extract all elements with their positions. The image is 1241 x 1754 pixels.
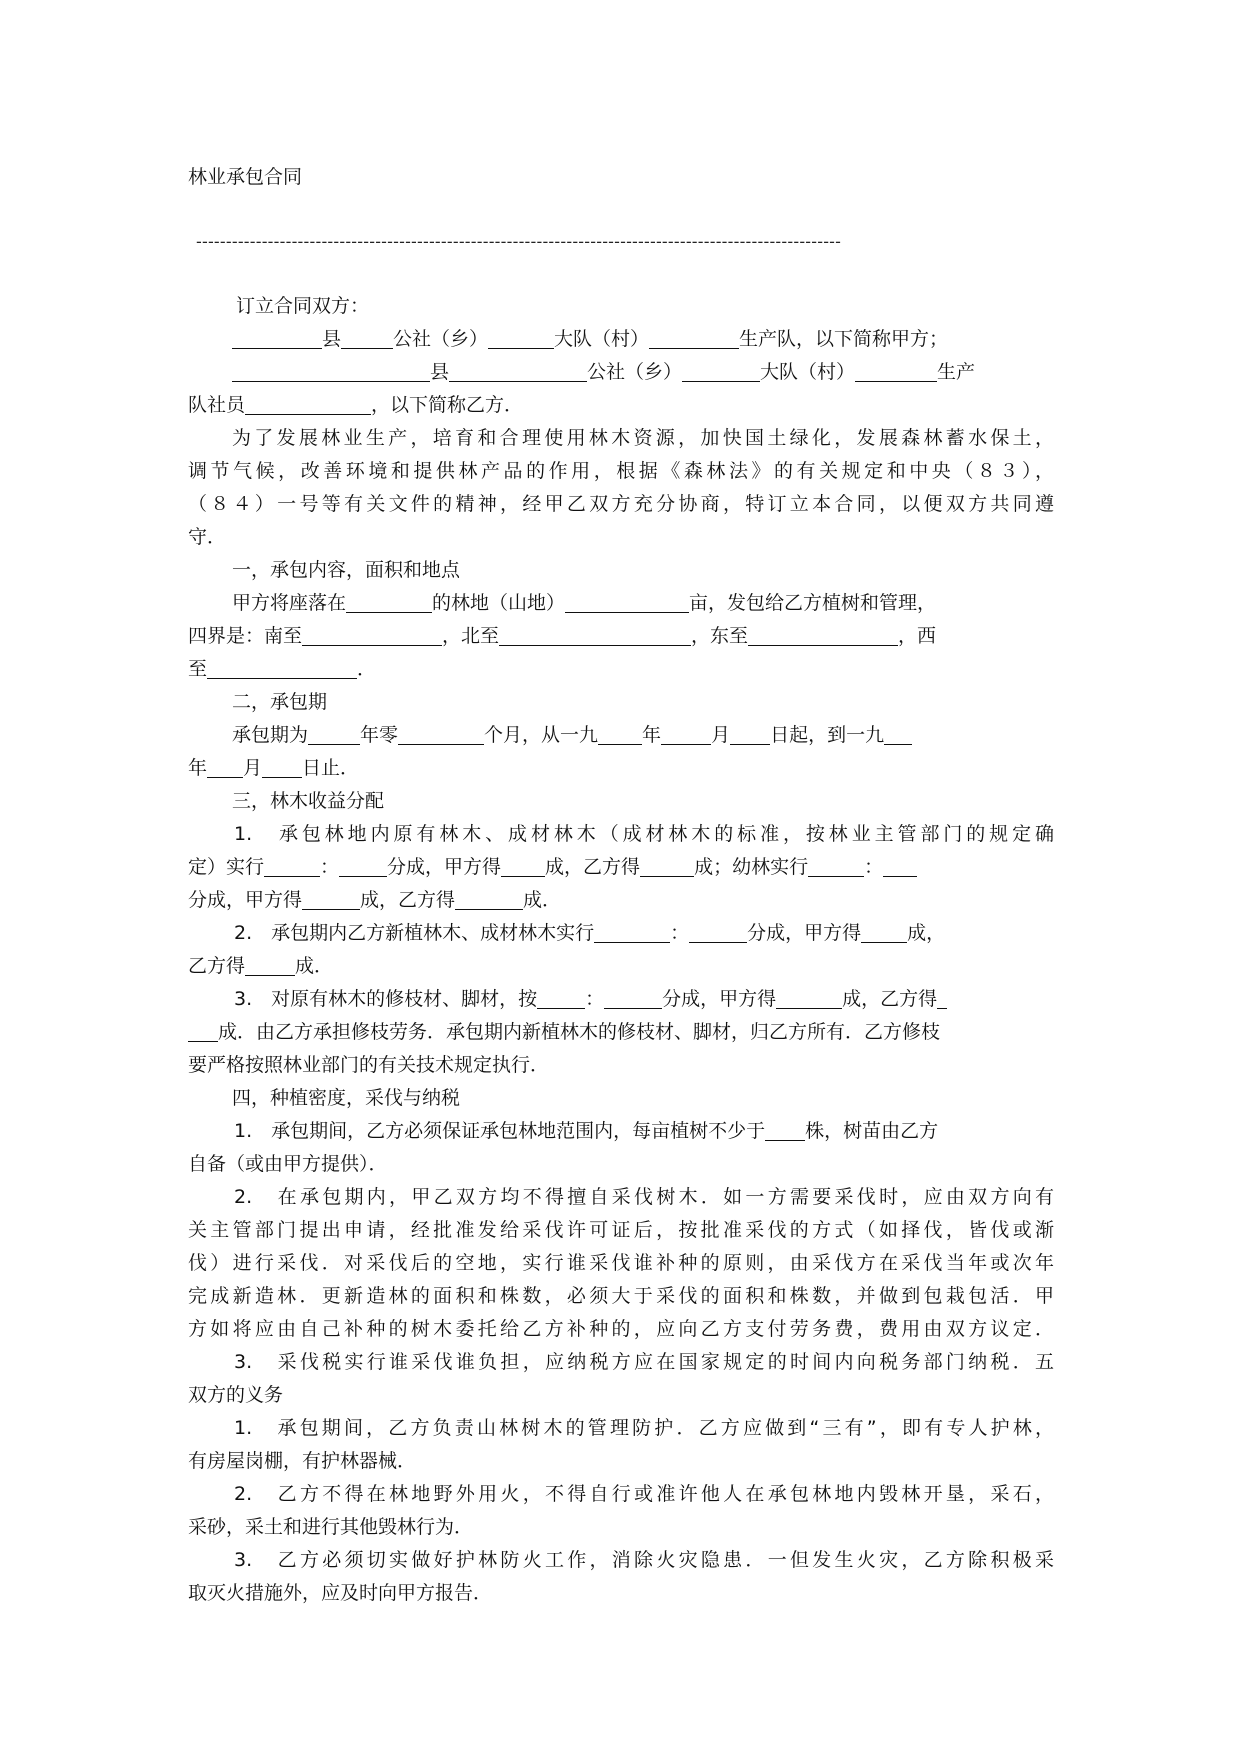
section-4-item-2: 方如将应由自己补种的树木委托给乙方补种的，应向乙方支付劳务费，费用由双方议定．	[188, 1318, 1054, 1340]
section-3-item-1: 分成，甲方得 成，乙方得 成．	[188, 889, 562, 911]
blank-years	[308, 723, 360, 745]
blank-east	[748, 624, 898, 646]
blank-county	[232, 327, 322, 349]
blank-end-year	[884, 723, 912, 745]
blank-young-share-a	[302, 888, 360, 910]
separator-line: ------------------------------------------------------------------------------------------------------------	[196, 232, 842, 251]
preamble-line: 为了发展林业生产，培育和合理使用林木资源，加快国土绿化，发展森林蓄水保土，	[232, 427, 1054, 449]
blank-north	[499, 624, 691, 646]
blank-months	[398, 723, 484, 745]
blank-member-name	[245, 393, 371, 415]
party-a-line: 县 公社（乡） 大队（村） 生产队，以下简称甲方；	[188, 323, 1054, 356]
blank-commune	[341, 327, 393, 349]
section-5-item-1: 1. 承包期间，乙方负责山林树木的管理防护．乙方应做到“三有”，即有专人护林，	[234, 1417, 1054, 1439]
blank-county	[232, 360, 430, 382]
section-5-item-1: 有房屋岗棚，有护林器械．	[188, 1450, 417, 1472]
blank-ratio-a	[264, 855, 320, 877]
blank-share-b-end	[188, 1020, 218, 1042]
section-5-heading: 双方的义务	[188, 1384, 284, 1406]
blank-end-day	[262, 756, 302, 778]
section-5-item-2: 2. 乙方不得在林地野外用火，不得自行或准许他人在承包林地内毁林开垦，采石，	[234, 1483, 1054, 1505]
blank-share-b-start	[937, 987, 947, 1009]
section-1-line: 甲方将座落在 的林地（山地） 亩，发包给乙方植树和管理，	[232, 592, 937, 614]
blank-young-ratio-b	[883, 855, 917, 877]
section-3-heading: 三，林木收益分配	[232, 790, 385, 812]
blank-share-b	[245, 954, 295, 976]
blank-location	[346, 591, 432, 613]
blank-team	[649, 327, 739, 349]
section-2-heading: 二，承包期	[232, 691, 328, 713]
blank-ratio-b	[604, 987, 662, 1009]
section-1-line: 四界是：南至 ，北至 ，东至 ，西	[188, 625, 937, 647]
blank-young-share-b	[455, 888, 523, 910]
blank-south	[302, 624, 442, 646]
blank-share-a	[501, 855, 545, 877]
section-2-line: 承包期为 年零 个月，从一九 年 月 日起，到一九	[188, 719, 1054, 752]
blank-brigade	[682, 360, 760, 382]
section-1-line: 至 ．	[188, 658, 377, 680]
blank-young-ratio-a	[808, 855, 864, 877]
blank-ratio-b	[689, 921, 747, 943]
section-3-item-3: 成．由乙方承担修枝劳务．承包期内新植林木的修枝材、脚材，归乙方所有．乙方修枝	[188, 1016, 1054, 1049]
section-5-item-3: 取灭火措施外，应及时向甲方报告．	[188, 1582, 493, 1604]
blank-start-month	[661, 723, 711, 745]
blank-share-a	[776, 987, 842, 1009]
section-4-item-2: 伐）进行采伐．对采伐后的空地，实行谁采伐谁补种的原则，由采伐方在采伐当年或次年	[188, 1252, 1054, 1274]
preamble-line: （８４）一号等有关文件的精神，经甲乙双方充分协商，特订立本合同，以便双方共同遵	[188, 493, 1054, 515]
blank-end-month	[207, 756, 243, 778]
section-3-item-3: 要严格按照林业部门的有关技术规定执行．	[188, 1054, 550, 1076]
section-4-item-1: 自备（或由甲方提供）．	[188, 1153, 388, 1175]
section-3-item-2: 乙方得 成．	[188, 955, 334, 977]
section-2-line: 年 月 日止．	[188, 757, 360, 779]
blank-west	[207, 657, 357, 679]
section-3-item-2: 2. 承包期内乙方新植林木、成材林木实行 ： 分成，甲方得 成，	[234, 922, 946, 944]
party-b-member-line: 队社员 ，以下简称乙方．	[188, 394, 524, 416]
document-body	[188, 290, 1054, 1610]
blank-brigade	[488, 327, 554, 349]
section-3-item-1: 定）实行 ： 分成，甲方得 成，乙方得 成；幼林实行 ：	[188, 851, 1054, 884]
preamble-line: 调节气候，改善环境和提供林产品的作用，根据《森林法》的有关规定和中央（８３），	[188, 460, 1054, 482]
section-4-item-2: 2. 在承包期内，甲乙双方均不得擅自采伐树木．如一方需要采伐时，应由双方向有	[234, 1186, 1054, 1208]
blank-share-b	[640, 855, 694, 877]
blank-ratio-b	[339, 855, 387, 877]
section-3-item-3: 3. 对原有林木的修枝材、脚材，按 ： 分成，甲方得 成，乙方得	[188, 983, 1054, 1016]
section-4-item-3: 3. 采伐税实行谁采伐谁负担，应纳税方应在国家规定的时间内向税务部门纳税．五	[234, 1351, 1054, 1373]
section-4-item-1: 1. 承包期间，乙方必须保证承包林地范围内，每亩植树不少于 株，树苗由乙方	[234, 1120, 939, 1142]
blank-area	[565, 591, 689, 613]
blank-start-year	[598, 723, 642, 745]
blank-tree-count	[765, 1119, 805, 1141]
blank-start-day	[730, 723, 770, 745]
section-4-heading: 四，种植密度，采伐与纳税	[232, 1087, 461, 1109]
blank-ratio-a	[594, 921, 670, 943]
blank-team	[855, 360, 937, 382]
section-1-heading: 一，承包内容，面积和地点	[232, 559, 461, 581]
section-3-item-1: 1. 承包林地内原有林木、成材林木（成材林木的标准，按林业主管部门的规定确	[234, 823, 1054, 845]
preamble-line: 守．	[188, 526, 227, 548]
blank-ratio-a	[537, 987, 585, 1009]
section-5-item-2: 采砂，采土和进行其他毁林行为．	[188, 1516, 474, 1538]
section-5-item-3: 3. 乙方必须切实做好护林防火工作，消除火灾隐患．一但发生火灾，乙方除积极采	[234, 1549, 1054, 1571]
document-title: 林业承包合同	[188, 166, 303, 188]
section-4-item-2: 完成新造林．更新造林的面积和株数，必须大于采伐的面积和株数，并做到包栽包活．甲	[188, 1285, 1054, 1307]
parties-heading: 订立合同双方：	[236, 295, 370, 317]
section-4-item-2: 关主管部门提出申请，经批准发给采伐许可证后，按批准采伐的方式（如择伐，皆伐或渐	[188, 1219, 1054, 1241]
blank-share-a	[861, 921, 907, 943]
blank-commune	[449, 360, 587, 382]
party-b-line: 县 公社（乡） 大队（村） 生产	[188, 356, 1054, 389]
